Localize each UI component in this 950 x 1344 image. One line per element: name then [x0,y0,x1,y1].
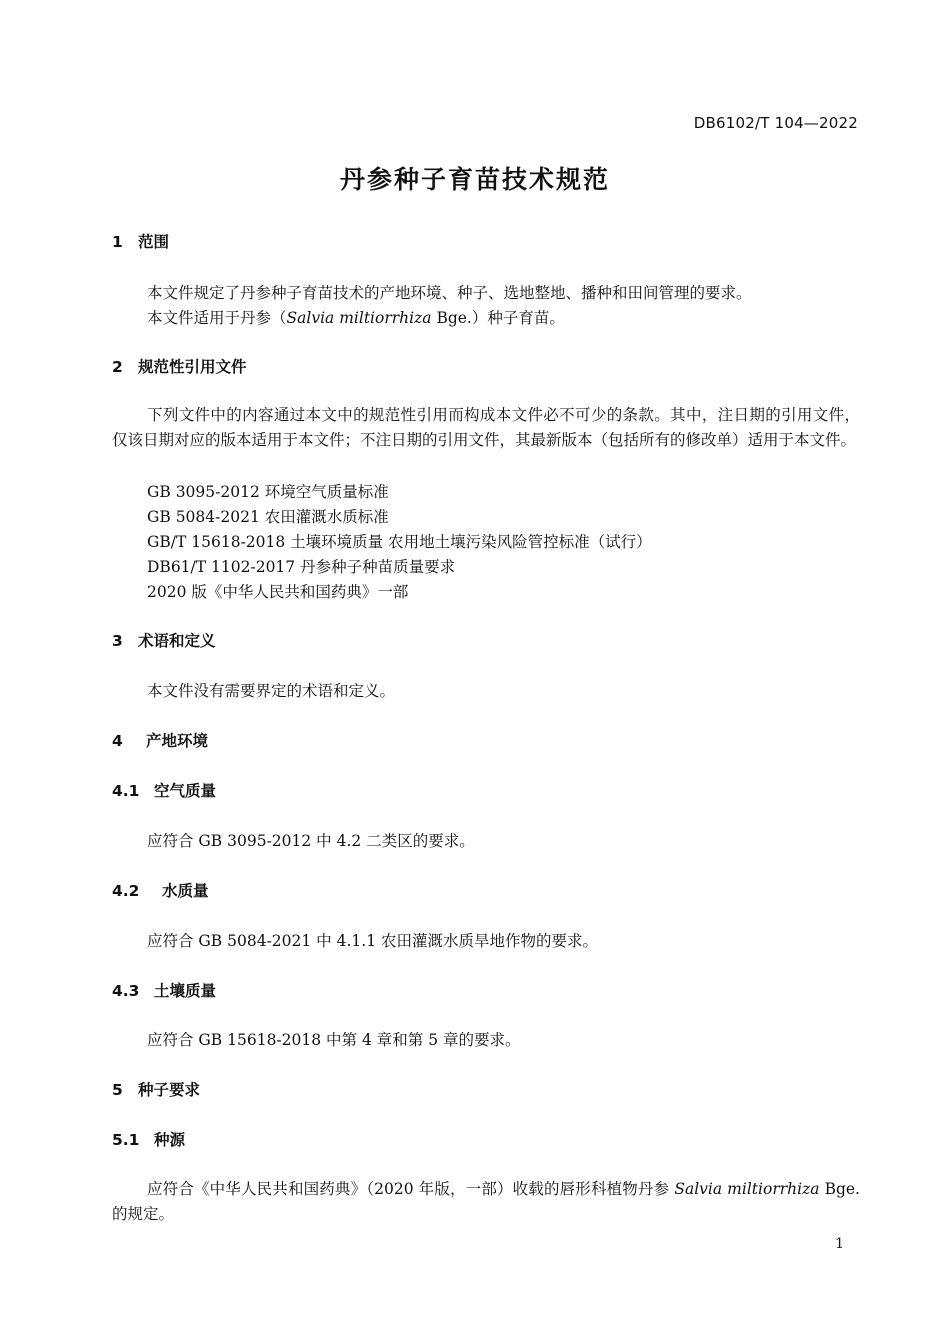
text-segment: 本文件适用于丹参（ [147,309,287,327]
section-title: 种子要求 [138,1081,201,1099]
section-title: 产地环境 [146,732,209,750]
section-4-2-paragraph: 应符合 GB 5084-2021 中 4.1.1 农田灌溉水质旱地作物的要求。 [147,932,598,950]
section-4-2-heading [112,879,209,901]
section-4-1-paragraph: 应符合 GB 3095-2012 中 4.2 二类区的要求。 [147,832,475,850]
section-number: 5.1 [112,1131,140,1149]
section-3-paragraph: 本文件没有需要界定的术语和定义。 [147,682,396,700]
section-1-heading [112,230,169,252]
reference-item: 2020 版《中华人民共和国药典》一部 [147,583,409,601]
section-number: 4.2 [112,882,140,900]
section-2-heading [112,355,247,377]
page-number: 1 [835,1236,844,1252]
text-segment: Bge. 的规定。 [112,1180,860,1223]
document-number: DB6102/T 104—2022 [693,114,858,132]
text-segment: 应符合《中华人民共和国药典》（2020 年版，一部）收载的唇形科植物丹参 [147,1180,675,1198]
section-number: 1 [112,233,123,251]
section-5-1-paragraph [112,1177,860,1227]
reference-item: GB 3095-2012 环境空气质量标准 [147,483,389,501]
latin-name: Salvia miltiorrhiza [286,309,432,327]
section-title: 种源 [154,1131,186,1149]
section-title: 土壤质量 [154,982,217,1000]
section-5-1-heading [112,1128,185,1150]
section-4-3-heading [112,979,216,1001]
section-number: 3 [112,632,123,650]
latin-name: Salvia miltiorrhiza [674,1180,820,1198]
section-1-paragraph-1: 本文件规定了丹参种子育苗技术的产地环境、种子、选地整地、播种和田间管理的要求。 [147,284,752,302]
reference-item: GB 5084-2021 农田灌溉水质标准 [147,508,389,526]
section-4-3-paragraph: 应符合 GB 15618-2018 中第 4 章和第 5 章的要求。 [147,1031,521,1049]
reference-item: DB61/T 1102-2017 丹参种子种苗质量要求 [147,558,456,576]
section-title: 术语和定义 [138,632,216,650]
section-title: 空气质量 [154,782,217,800]
section-number: 4 [112,732,123,750]
section-4-1-heading [112,779,216,801]
section-title: 范围 [138,233,170,251]
section-title: 水质量 [162,882,209,900]
section-number: 2 [112,358,123,376]
section-number: 4.3 [112,982,140,1000]
section-3-heading [112,629,216,651]
section-5-heading [112,1078,200,1100]
section-title: 规范性引用文件 [138,358,247,376]
section-number: 5 [112,1081,123,1099]
section-1-paragraph-2 [147,306,565,328]
section-4-heading [112,729,208,751]
reference-item: GB/T 15618-2018 土壤环境质量 农用地土壤污染风险管控标准（试行） [147,533,652,551]
section-number: 4.1 [112,782,140,800]
page-title: 丹参种子育苗技术规范 [339,165,610,194]
section-2-intro: 下列文件中的内容通过本文中的规范性引用而构成本文件必不可少的条款。其中，注日期的引用文件， 仅该日期对应的版本适用于本文件；不注日期的引用文件，其最新版本（包括所有的修改单）适用于本文件。 [112,406,860,449]
text-segment: Bge.）种子育苗。 [431,309,565,327]
